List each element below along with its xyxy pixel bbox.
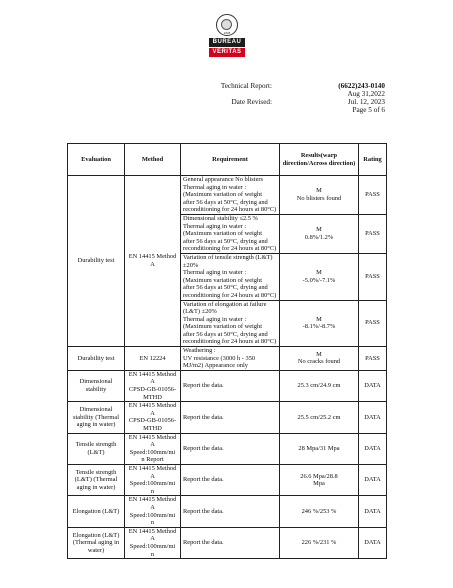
table-row [68, 347, 387, 371]
result-cell-line: M [316, 187, 322, 195]
results-table [67, 143, 387, 559]
report-number: (6622)243-0140 [338, 82, 385, 90]
evaluation-cell-line: Tensile strength [75, 441, 117, 449]
requirement-cell-line: ±20% [183, 261, 199, 269]
method-cell-line: EN 14415 Method [128, 464, 177, 472]
evaluation-cell [68, 370, 125, 401]
result-cell-line: 226 %/231 % [301, 539, 337, 547]
header-evaluation: Evaluation [68, 144, 125, 176]
method-cell-line: n [150, 550, 155, 558]
evaluation-cell-line: aging in water) [76, 421, 116, 429]
table-row [68, 464, 387, 495]
table-header-row [68, 144, 387, 176]
method-cell-line: MTHD [143, 425, 162, 432]
evaluation-cell [68, 464, 125, 495]
method-cell-line: EN 12224 [139, 354, 166, 362]
result-cell [280, 176, 359, 215]
requirement-cell-line: Report the data. [183, 382, 224, 390]
method-cell [125, 370, 181, 401]
table-row [68, 496, 387, 527]
evaluation-cell-line: stability (Thermal [73, 413, 119, 421]
result-cell-line: 25.5 cm/25.2 cm [297, 413, 341, 421]
evaluation-cell [68, 433, 125, 464]
evaluation-cell [68, 176, 125, 347]
result-cell [280, 464, 359, 495]
revised-label: Date Revised: [231, 98, 272, 106]
evaluation-cell-line: Dimensional [79, 378, 113, 386]
table-row [68, 433, 387, 464]
requirement-cell-line: Report the data. [183, 507, 224, 515]
requirement-cell [181, 464, 280, 495]
method-cell-line: n [150, 519, 155, 527]
method-cell-line: Speed:100mm/mi [129, 480, 176, 488]
rating-cell [359, 300, 387, 347]
requirement-cell-line: after 56 days at 50°C, drying and [183, 284, 268, 292]
requirement-cell-line: after 56 days at 50°C, drying and [183, 198, 268, 206]
requirement-cell [181, 253, 280, 300]
report-label: Technical Report: [220, 82, 272, 90]
rating-cell [359, 527, 387, 558]
method-cell-line: EN 14415 Method [128, 433, 177, 441]
result-cell [280, 214, 359, 253]
rating-cell [359, 370, 387, 401]
requirement-cell [181, 347, 280, 371]
requirement-cell-line: Variation of elongation at failure [183, 300, 267, 308]
result-cell [280, 496, 359, 527]
requirement-cell [181, 300, 280, 347]
requirement-cell [181, 527, 280, 558]
rating-cell [359, 464, 387, 495]
evaluation-cell-line: Durability test [77, 354, 115, 362]
evaluation-cell [68, 527, 125, 558]
requirement-cell-line: (L&T) ±20% [183, 308, 217, 316]
method-cell-line: A [150, 378, 155, 386]
result-cell [280, 527, 359, 558]
evaluation-cell-line: aging in water) [76, 483, 116, 491]
evaluation-cell-line: (L&T) (Thermal [74, 476, 118, 484]
table-row [68, 176, 387, 215]
method-cell-line: Speed:100mm/mi [129, 542, 176, 550]
requirement-cell-line: Thermal aging in water : [183, 269, 247, 277]
result-cell [280, 370, 359, 401]
report-date: Aug 31,2022 [347, 90, 385, 98]
rating-cell-line: DATA [364, 507, 381, 515]
evaluation-cell-line: Elongation (L&T) [72, 507, 120, 515]
result-cell-line: M [316, 226, 322, 234]
requirement-cell-line: Report the data. [183, 539, 224, 547]
logo-line-1: BUREAU [209, 38, 245, 47]
table-row [68, 370, 387, 401]
requirement-cell [181, 176, 280, 215]
requirement-cell-line: Thermal aging in water : [183, 315, 247, 323]
requirement-cell-line: Weathering : [183, 347, 216, 355]
method-cell-line: EN 14415 Method [128, 402, 177, 410]
table-row [68, 402, 387, 433]
requirement-cell-line: reconditioning for 24 hours at 80°C) [183, 245, 277, 253]
method-cell [125, 402, 181, 433]
evaluation-cell-line: Dimensional [79, 406, 113, 414]
method-cell [125, 527, 181, 558]
method-cell-line: MTHD [143, 393, 162, 401]
result-cell-line: 246 %/253 % [301, 507, 337, 515]
logo-line-2: VERITAS [209, 48, 245, 57]
result-cell-line: 28 Mpa/31 Mpa [298, 444, 340, 452]
evaluation-cell [68, 347, 125, 371]
requirement-cell-line: (Maximum variation of weight [183, 276, 262, 284]
rating-cell-line: PASS [365, 354, 380, 362]
requirement-cell-line: after 56 days at 50°C, drying and [183, 330, 268, 338]
evaluation-cell-line: Elongation (L&T) [72, 531, 120, 539]
seal-text: 1828 [223, 31, 231, 35]
method-cell-line: Speed:100mm/mi [129, 448, 176, 456]
evaluation-cell [68, 402, 125, 433]
page-number: Page 5 of 6 [352, 106, 385, 114]
result-cell [280, 347, 359, 371]
result-cell-line: M [316, 350, 322, 358]
method-cell-line: n Report [141, 456, 164, 464]
rating-cell-line: PASS [365, 191, 380, 199]
method-cell-line: EN 14415 Method [128, 527, 177, 535]
result-cell-line: No blisters found [296, 194, 342, 202]
requirement-cell-line: Thermal aging in water : [183, 222, 247, 230]
result-cell [280, 433, 359, 464]
bureau-veritas-logo [209, 14, 245, 60]
rating-cell-line: PASS [365, 272, 380, 280]
requirement-cell-line: (Maximum variation of weight [183, 191, 262, 199]
evaluation-cell-line: (Thermal aging in [72, 539, 120, 547]
requirement-cell-line: Dimensional stability ≤2.5 % [183, 214, 258, 222]
method-cell-line: CPSD-GB-01056- [128, 386, 177, 394]
seal-emblem [221, 19, 232, 30]
method-cell [125, 496, 181, 527]
rating-cell-line: DATA [364, 476, 381, 484]
result-cell-line: M [316, 315, 322, 323]
method-cell [125, 176, 181, 347]
header-requirement: Requirement [181, 144, 280, 176]
requirement-cell-line: Report the data. [183, 476, 224, 484]
header-rating: Rating [359, 144, 387, 176]
header-method: Method [125, 144, 181, 176]
method-cell [125, 347, 181, 371]
evaluation-cell-line: water) [87, 546, 105, 554]
result-cell-line: Mpa [313, 480, 325, 488]
result-cell-line: -5.0%/-7.1% [302, 276, 336, 284]
requirement-cell-line: Thermal aging in water : [183, 183, 247, 191]
requirement-cell-line: reconditioning for 24 hours at 80°C) [183, 291, 277, 299]
evaluation-cell [68, 496, 125, 527]
evaluation-cell-line: (L&T) [87, 448, 105, 456]
requirement-cell-line: General appearance No blisters [183, 176, 264, 183]
method-cell [125, 464, 181, 495]
requirement-cell [181, 402, 280, 433]
seal-icon [216, 14, 238, 36]
requirement-cell-line: MJ/m2) Appearance only [183, 362, 248, 370]
method-cell-line: Speed:100mm/mi [129, 511, 176, 519]
method-cell-line: A [150, 472, 155, 480]
rating-cell-line: DATA [364, 382, 381, 390]
rating-cell [359, 496, 387, 527]
method-cell-line: n [150, 487, 155, 495]
method-cell-line: CPSD-GB-01056- [128, 417, 177, 425]
rating-cell [359, 347, 387, 371]
method-cell [125, 433, 181, 464]
table-row [68, 527, 387, 558]
result-cell [280, 253, 359, 300]
rating-cell-line: DATA [364, 539, 381, 547]
requirement-cell-line: reconditioning for 24 hours at 80°C) [183, 206, 277, 214]
result-cell [280, 300, 359, 347]
method-cell-line: A [150, 441, 155, 449]
result-cell-line: 0.8%/1.2% [304, 233, 334, 241]
requirement-cell-line: (Maximum variation of weight [183, 323, 262, 331]
requirement-cell [181, 496, 280, 527]
rating-cell [359, 214, 387, 253]
result-cell-line: -8.1%/-8.7% [302, 323, 336, 331]
method-cell-line: A [150, 535, 155, 543]
rating-cell-line: DATA [364, 413, 381, 421]
requirement-cell-line: after 56 days at 50°C, drying and [183, 237, 268, 245]
result-cell-line: 25.3 cm/24.9 cm [297, 382, 341, 390]
method-cell-line: EN 14415 Method [128, 370, 177, 378]
requirement-cell-line: Variation of tensile strength (L&T) [183, 253, 273, 261]
rating-cell [359, 176, 387, 215]
method-cell-line: A [150, 409, 155, 417]
evaluation-cell-line: stability [85, 386, 107, 394]
rating-cell-line: DATA [364, 444, 381, 452]
requirement-cell [181, 214, 280, 253]
method-cell-line: EN 14415 Method A [128, 253, 177, 269]
rating-cell [359, 402, 387, 433]
evaluation-cell-line: Durability test [77, 257, 115, 265]
result-cell-line: M [316, 269, 322, 277]
rating-cell-line: PASS [365, 230, 380, 238]
header-results: Results(warp direction/Across direction) [280, 144, 359, 176]
requirement-cell-line: UV resistance (3000 h - 350 [183, 354, 256, 362]
result-cell-line: No cracks found [297, 358, 341, 366]
requirement-cell [181, 433, 280, 464]
revised-date: Jul. 12, 2023 [347, 98, 385, 106]
requirement-cell-line: Report the data. [183, 413, 224, 421]
requirement-cell-line: Report the data. [183, 444, 224, 452]
requirement-cell [181, 370, 280, 401]
requirement-cell-line: reconditioning for 24 hours at 80°C) [183, 338, 277, 346]
result-cell [280, 402, 359, 433]
rating-cell-line: PASS [365, 319, 380, 327]
method-cell-line: EN 14415 Method [128, 496, 177, 504]
requirement-cell-line: (Maximum variation of weight [183, 230, 262, 238]
rating-cell [359, 253, 387, 300]
result-cell-line: 26.6 Mpa/28.8 [300, 472, 338, 480]
evaluation-cell-line: Tensile strength [75, 468, 117, 476]
rating-cell [359, 433, 387, 464]
method-cell-line: A [150, 503, 155, 511]
